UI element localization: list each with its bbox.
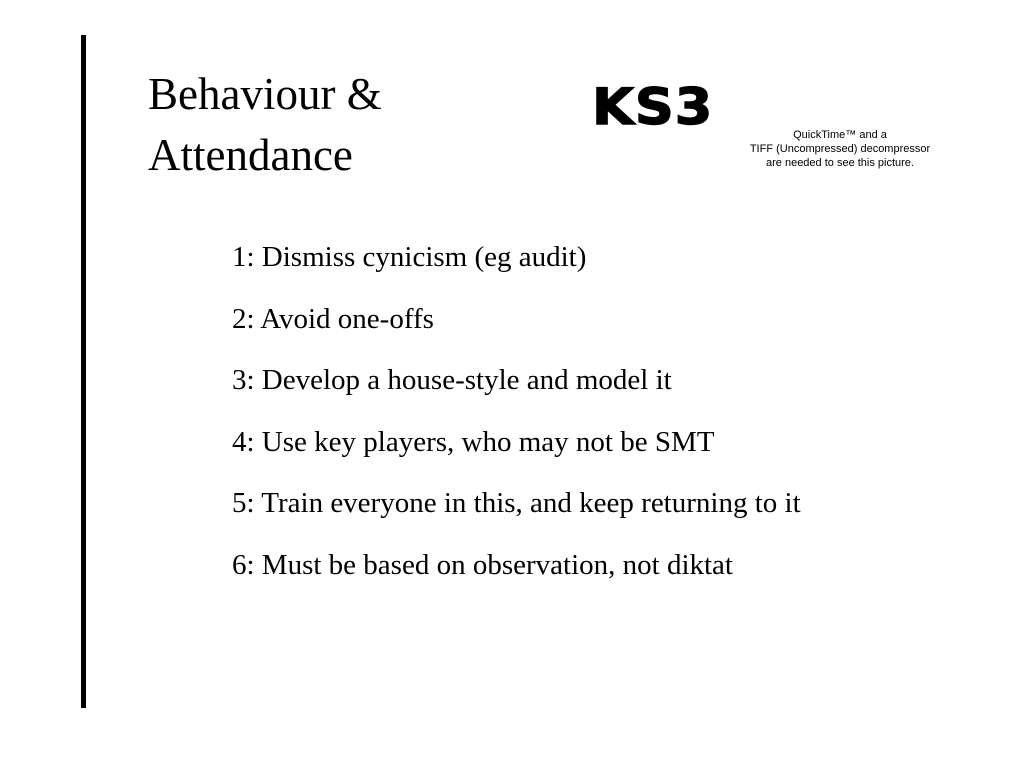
image-placeholder bbox=[720, 128, 960, 170]
title-line-2: Attendance bbox=[148, 130, 353, 180]
placeholder-line-2: TIFF (Uncompressed) decompressor bbox=[749, 143, 931, 155]
point-item-4: 4: Use key players, who may not be SMT bbox=[232, 425, 715, 458]
point-item-3: 3: Develop a house-style and model it bbox=[232, 364, 672, 396]
slide-title bbox=[148, 64, 508, 186]
points-list bbox=[232, 240, 801, 609]
title-line-1: Behaviour & bbox=[148, 69, 382, 119]
point-item-2: 2: Avoid one-offs bbox=[232, 302, 434, 335]
vertical-rule bbox=[81, 35, 86, 708]
placeholder-line-1: QuickTime™ and a bbox=[793, 129, 887, 141]
point-item-6: 6: Must be based on observation, not diktat bbox=[232, 548, 733, 581]
point-item-5: 5: Train everyone in this, and keep returning to it bbox=[232, 487, 801, 519]
placeholder-line-3: are needed to see this picture. bbox=[766, 157, 914, 169]
ks3-badge: KS3 bbox=[592, 78, 714, 137]
point-item-1: 1: Dismiss cynicism (eg audit) bbox=[232, 241, 587, 273]
